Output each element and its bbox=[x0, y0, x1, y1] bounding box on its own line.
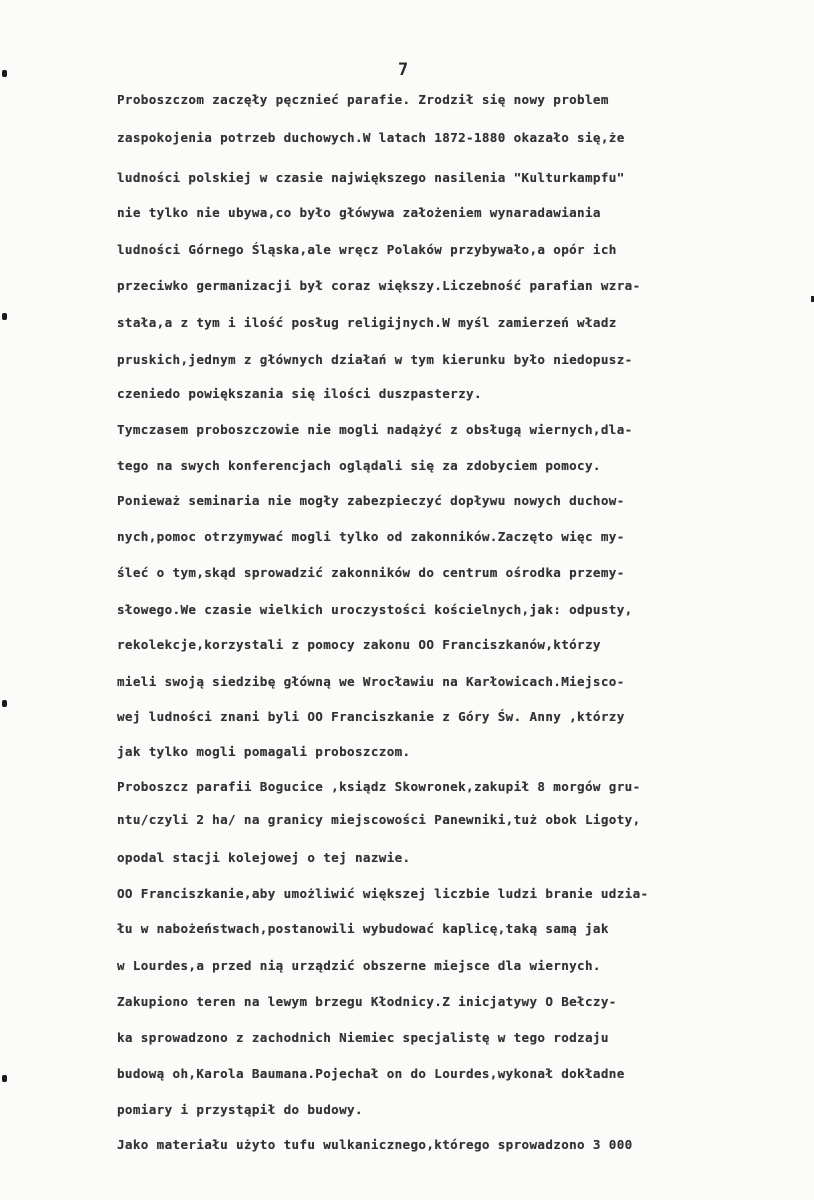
text-line: rekolekcje,korzystali z pomocy zakonu OO Franciszkanów,którzy bbox=[117, 637, 601, 652]
left-margin-hole-mark bbox=[2, 1075, 7, 1082]
text-line: ludności polskiej w czasie największego nasilenia "Kulturkampfu" bbox=[117, 170, 625, 185]
text-line: nych,pomoc otrzymywać mogli tylko od zakonników.Zaczęto więc my- bbox=[117, 529, 625, 544]
left-margin-hole-mark bbox=[2, 70, 7, 77]
page-number: 7 bbox=[398, 60, 409, 80]
text-line: Tymczasem proboszczowie nie mogli nadążyć z obsługą wiernych,dla- bbox=[117, 422, 633, 437]
text-line: w Lourdes,a przed nią urządzić obszerne miejsce dla wiernych. bbox=[117, 958, 601, 973]
text-line: nie tylko nie ubywa,co było główywa założeniem wynaradawiania bbox=[117, 205, 601, 220]
text-line: stała,a z tym i ilość posług religijnych.W myśl zamierzeń władz bbox=[117, 315, 617, 330]
text-line: tego na swych konferencjach oglądali się za zdobyciem pomocy. bbox=[117, 458, 601, 473]
text-line: Ponieważ seminaria nie mogły zabezpieczyć dopływu nowych duchow- bbox=[117, 493, 625, 508]
text-line: ntu/czyli 2 ha/ na granicy miejscowości Panewniki,tuż obok Ligoty, bbox=[117, 812, 641, 827]
text-line: ludności Górnego Śląska,ale wręcz Polaków przybywało,a opór ich bbox=[117, 242, 617, 257]
text-line: Proboszcz parafii Bogucice ,ksiądz Skowronek,zakupił 8 morgów gru- bbox=[117, 779, 641, 794]
text-line: budową oh,Karola Baumana.Pojechał on do Lourdes,wykonał dokładne bbox=[117, 1066, 625, 1081]
text-line: czeniedo powiększania się ilości duszpasterzy. bbox=[117, 386, 482, 401]
text-line: Jako materiału użyto tufu wulkanicznego,którego sprowadzono 3 000 bbox=[117, 1137, 633, 1152]
text-line: pomiary i przystąpił do budowy. bbox=[117, 1102, 363, 1117]
text-line: mieli swoją siedzibę główną we Wrocławiu na Karłowicach.Miejsco- bbox=[117, 674, 625, 689]
text-line: pruskich,jednym z głównych działań w tym kierunku było niedopusz- bbox=[117, 352, 633, 367]
text-line: słowego.We czasie wielkich uroczystości kościelnych,jak: odpusty, bbox=[117, 602, 633, 617]
text-line: OO Franciszkanie,aby umożliwić większej liczbie ludzi branie udzia- bbox=[117, 886, 649, 901]
left-margin-hole-mark bbox=[2, 313, 7, 320]
text-line: ka sprowadzono z zachodnich Niemiec specjalistę w tego rodzaju bbox=[117, 1030, 609, 1045]
text-line: Zakupiono teren na lewym brzegu Kłodnicy.Z inicjatywy O Bełczy- bbox=[117, 994, 617, 1009]
text-line: śleć o tym,skąd sprowadzić zakonników do centrum ośrodka przemy- bbox=[117, 565, 625, 580]
text-line: łu w nabożeństwach,postanowili wybudować kaplicę,taką samą jak bbox=[117, 921, 609, 936]
text-line: wej ludności znani byli OO Franciszkanie z Góry Św. Anny ,którzy bbox=[117, 709, 625, 724]
text-line: przeciwko germanizacji był coraz większy.Liczebność parafian wzra- bbox=[117, 278, 641, 293]
left-margin-hole-mark bbox=[2, 700, 7, 707]
text-line: jak tylko mogli pomagali proboszczom. bbox=[117, 744, 411, 759]
text-line: opodal stacji kolejowej o tej nazwie. bbox=[117, 850, 411, 865]
text-line: zaspokojenia potrzeb duchowych.W latach 1872-1880 okazało się,że bbox=[117, 130, 625, 145]
text-line: Proboszczom zaczęły pęcznieć parafie. Zrodził się nowy problem bbox=[117, 92, 609, 107]
